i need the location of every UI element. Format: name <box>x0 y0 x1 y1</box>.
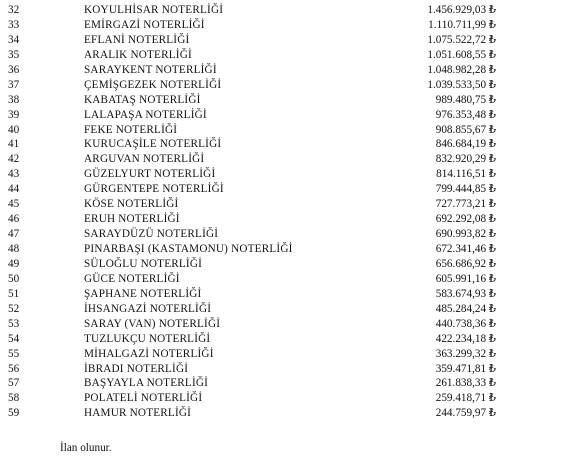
amount-value: 1.048.982,28 ₺ <box>427 63 496 76</box>
row-number: 42 <box>8 153 20 166</box>
amount-value: 908.855,67 ₺ <box>435 123 496 136</box>
table-row <box>0 287 567 302</box>
amount-value: 976.353,48 ₺ <box>435 108 496 121</box>
table-row <box>0 197 567 212</box>
amount-value: 583.674,93 ₺ <box>435 287 496 300</box>
amount-value: 656.686,92 ₺ <box>435 257 496 270</box>
row-number: 38 <box>8 93 20 106</box>
amount-value: 1.039.533,50 ₺ <box>427 78 496 91</box>
table-row <box>0 93 567 108</box>
row-number: 34 <box>8 33 20 46</box>
notary-name: İHSANGAZİ NOTERLİĞİ <box>84 302 212 315</box>
row-number: 46 <box>8 213 20 226</box>
table-row <box>0 33 567 48</box>
row-number: 52 <box>8 302 20 315</box>
table-row <box>0 48 567 63</box>
amount-value: 422.234,18 ₺ <box>435 332 496 345</box>
notary-name: ÇEMİŞGEZEK NOTERLİĞİ <box>84 78 222 91</box>
notary-name: POLATELİ NOTERLİĞİ <box>84 392 203 405</box>
table-row <box>0 242 567 257</box>
notary-name: EFLANİ NOTERLİĞİ <box>84 33 190 46</box>
row-number: 44 <box>8 183 20 196</box>
row-number: 40 <box>8 123 20 136</box>
notary-name: KURUCAŞİLE NOTERLİĞİ <box>84 138 222 151</box>
amount-value: 814.116,51 ₺ <box>436 168 496 181</box>
table-row <box>0 317 567 332</box>
table-row <box>0 391 567 406</box>
table-row <box>0 108 567 123</box>
notary-name: SARAYKENT NOTERLİĞİ <box>84 63 217 76</box>
table-row <box>0 18 567 33</box>
table-row <box>0 152 567 167</box>
table-row <box>0 3 567 18</box>
amount-value: 832.920,29 ₺ <box>435 153 496 166</box>
row-number: 32 <box>8 4 20 16</box>
table-row <box>0 302 567 317</box>
notary-name: ARALIK NOTERLİĞİ <box>84 48 192 61</box>
table-row <box>0 347 567 362</box>
amount-value: 605.991,16 ₺ <box>435 272 496 285</box>
row-number: 53 <box>8 317 20 330</box>
footer-text: İlan olunur. <box>60 442 112 454</box>
table-row <box>0 212 567 227</box>
amount-value: 244.759,97 ₺ <box>435 407 496 420</box>
notary-name: EMİRGAZİ NOTERLİĞİ <box>84 18 205 31</box>
notary-name: FEKE NOTERLİĞİ <box>84 123 178 136</box>
row-number: 43 <box>8 168 20 181</box>
row-number: 36 <box>8 63 20 76</box>
table-row <box>0 78 567 93</box>
amount-value: 440.738,36 ₺ <box>435 317 496 330</box>
notary-name: GÜRGENTEPE NOTERLİĞİ <box>84 183 224 196</box>
amount-value: 261.838,33 ₺ <box>435 377 496 390</box>
notary-name: SARAYDÜZÜ NOTERLİĞİ <box>84 228 219 241</box>
notary-name: TUZLUKÇU NOTERLİĞİ <box>84 332 211 345</box>
row-number: 41 <box>8 138 20 151</box>
table-row <box>0 167 567 182</box>
row-number: 49 <box>8 257 20 270</box>
amount-value: 363.299,32 ₺ <box>435 347 496 360</box>
amount-value: 672.341,46 ₺ <box>435 243 496 255</box>
notary-name: İBRADI NOTERLİĞİ <box>84 362 189 375</box>
row-number: 59 <box>8 407 20 420</box>
row-number: 58 <box>8 392 20 405</box>
table-row <box>0 272 567 287</box>
notary-name: MİHALGAZİ NOTERLİĞİ <box>84 347 214 360</box>
amount-value: 846.684,19 ₺ <box>435 138 496 151</box>
amount-value: 359.471,81 ₺ <box>435 362 496 375</box>
notary-table <box>0 3 567 421</box>
row-number: 48 <box>8 243 20 255</box>
notary-name: ARGUVAN NOTERLİĞİ <box>84 153 205 166</box>
amount-value: 259.418,71 ₺ <box>435 392 496 405</box>
notary-name: KOYULHİSAR NOTERLİĞİ <box>84 4 224 16</box>
notary-name: KÖSE NOTERLİĞİ <box>84 198 179 211</box>
row-number: 37 <box>8 78 20 91</box>
row-number: 35 <box>8 48 20 61</box>
notary-name: ŞAPHANE NOTERLİĞİ <box>84 287 202 300</box>
table-row <box>0 123 567 138</box>
row-number: 33 <box>8 18 20 31</box>
amount-value: 1.456.929,03 ₺ <box>427 4 496 16</box>
notary-name: KABATAŞ NOTERLİĞİ <box>84 93 201 106</box>
notary-name: SÜLOĞLU NOTERLİĞİ <box>84 257 203 270</box>
table-row <box>0 332 567 347</box>
row-number: 50 <box>8 272 20 285</box>
amount-value: 1.110.711,99 ₺ <box>428 18 496 31</box>
notary-name: BAŞYAYLA NOTERLİĞİ <box>84 377 209 390</box>
row-number: 55 <box>8 347 20 360</box>
row-number: 47 <box>8 228 20 241</box>
table-row <box>0 63 567 78</box>
amount-value: 485.284,24 ₺ <box>435 302 496 315</box>
notary-name: SARAY (VAN) NOTERLİĞİ <box>84 317 221 330</box>
amount-value: 799.444,85 ₺ <box>435 183 496 196</box>
table-row <box>0 376 567 391</box>
table-row <box>0 182 567 197</box>
notary-name: GÜCE NOTERLİĞİ <box>84 272 180 285</box>
row-number: 39 <box>8 108 20 121</box>
table-row <box>0 362 567 377</box>
row-number: 51 <box>8 287 20 300</box>
row-number: 45 <box>8 198 20 211</box>
amount-value: 727.773,21 ₺ <box>435 198 496 211</box>
table-row <box>0 257 567 272</box>
amount-value: 1.051.608,55 ₺ <box>427 48 496 61</box>
row-number: 57 <box>8 377 20 390</box>
table-row <box>0 406 567 421</box>
amount-value: 690.993,82 ₺ <box>435 228 496 241</box>
notary-name: ERUH NOTERLİĞİ <box>84 213 180 226</box>
notary-name: GÜZELYURT NOTERLİĞİ <box>84 168 216 181</box>
row-number: 56 <box>8 362 20 375</box>
notary-name: LALAPAŞA NOTERLİĞİ <box>84 108 207 121</box>
row-number: 54 <box>8 332 20 345</box>
amount-value: 989.480,75 ₺ <box>435 93 496 106</box>
amount-value: 692.292,08 ₺ <box>435 213 496 226</box>
amount-value: 1.075.522,72 ₺ <box>427 33 496 46</box>
notary-name: PINARBAŞI (KASTAMONU) NOTERLİĞİ <box>84 243 293 255</box>
table-row <box>0 137 567 152</box>
notary-name: HAMUR NOTERLİĞİ <box>84 407 192 420</box>
table-row <box>0 227 567 242</box>
